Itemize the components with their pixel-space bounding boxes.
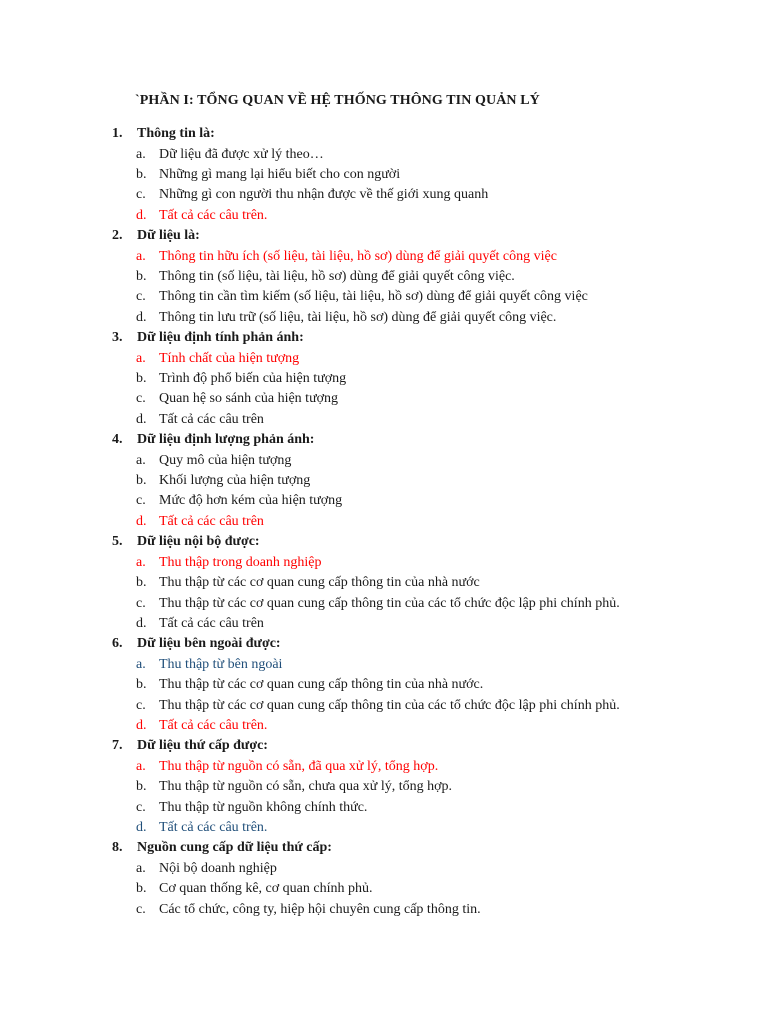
question-list [0, 124, 768, 920]
answer-option [0, 451, 768, 471]
option-text: Các tổ chức, công ty, hiệp hội chuyên cung cấp thông tin. [159, 901, 481, 917]
option-letter: d. [136, 411, 147, 427]
answer-option [0, 655, 768, 675]
question-heading [0, 838, 768, 859]
answer-option [0, 369, 768, 389]
option-letter: b. [136, 779, 147, 795]
option-text: Dữ liệu đã được xử lý theo… [159, 146, 324, 162]
answer-option [0, 573, 768, 593]
option-text: Tất cả các câu trên. [159, 207, 268, 223]
section-title: `PHẦN I: TỔNG QUAN VỀ HỆ THỐNG THÔNG TIN QUẢN LÝ [135, 93, 540, 108]
option-letter: c. [136, 289, 146, 305]
option-text: Thông tin (số liệu, tài liệu, hồ sơ) dùng để giải quyết công việc. [159, 268, 515, 284]
question-text: Nguồn cung cấp dữ liệu thứ cấp: [137, 840, 332, 856]
option-letter: c. [136, 187, 146, 203]
option-letter: d. [136, 207, 147, 223]
option-text: Thu thập từ các cơ quan cung cấp thông tin của các tổ chức độc lập phi chính phủ. [159, 595, 620, 611]
question-text: Thông tin là: [137, 126, 215, 141]
option-text: Khối lượng của hiện tượng [159, 473, 311, 489]
option-letter: c. [136, 391, 146, 407]
option-letter: d. [136, 615, 147, 631]
answer-option [0, 165, 768, 185]
question-number: 4. [112, 432, 123, 448]
option-text: Nội bộ doanh nghiệp [159, 860, 277, 876]
question-3 [0, 328, 768, 430]
question-number: 8. [112, 840, 123, 856]
question-number: 5. [112, 534, 123, 550]
option-text: Quy mô của hiện tượng [159, 452, 292, 468]
question-7 [0, 736, 768, 838]
option-text: Thu thập trong doanh nghiệp [159, 554, 322, 570]
question-text: Dữ liệu bên ngoài được: [137, 636, 281, 652]
answer-option [0, 349, 768, 369]
question-5 [0, 532, 768, 634]
question-heading [0, 634, 768, 655]
option-text: Thu thập từ nguồn không chính thức. [159, 799, 368, 815]
answer-option [0, 512, 768, 532]
question-number: 1. [112, 126, 123, 141]
question-2 [0, 226, 768, 328]
question-number: 2. [112, 228, 123, 244]
option-text: Thu thập từ các cơ quan cung cấp thông tin của nhà nước. [159, 677, 484, 693]
option-letter: b. [136, 473, 147, 489]
question-heading [0, 226, 768, 247]
option-letter: a. [136, 554, 146, 570]
option-text: Trình độ phổ biến của hiện tượng [159, 371, 347, 387]
option-letter: a. [136, 758, 146, 774]
option-letter: a. [136, 350, 146, 366]
answer-option [0, 757, 768, 777]
option-letter: c. [136, 697, 146, 713]
question-number: 6. [112, 636, 123, 652]
answer-option [0, 145, 768, 165]
answer-option [0, 410, 768, 430]
option-text: Tính chất của hiện tượng [159, 350, 300, 366]
answer-option [0, 553, 768, 573]
answer-option [0, 185, 768, 205]
option-letter: d. [136, 309, 147, 325]
option-letter: a. [136, 452, 146, 468]
option-text: Thu thập từ các cơ quan cung cấp thông tin của nhà nước [159, 575, 480, 591]
answer-option [0, 594, 768, 614]
answer-option [0, 471, 768, 491]
question-text: Dữ liệu nội bộ được: [137, 534, 260, 550]
option-letter: c. [136, 799, 146, 815]
answer-option [0, 716, 768, 736]
option-text: Mức độ hơn kém của hiện tượng [159, 493, 343, 509]
question-4 [0, 430, 768, 532]
option-text: Thu thập từ các cơ quan cung cấp thông tin của các tổ chức độc lập phi chính phủ. [159, 697, 620, 713]
option-letter: d. [136, 717, 147, 733]
option-text: Thu thập từ nguồn có sẵn, đã qua xử lý, tổng hợp. [159, 758, 439, 774]
option-letter: b. [136, 881, 147, 897]
answer-option [0, 675, 768, 695]
question-heading [0, 430, 768, 451]
option-letter: d. [136, 513, 147, 529]
question-heading [0, 328, 768, 349]
question-text: Dữ liệu thứ cấp được: [137, 738, 268, 754]
answer-option [0, 491, 768, 511]
option-letter: b. [136, 677, 147, 693]
option-text: Tất cả các câu trên [159, 513, 264, 529]
option-letter: d. [136, 820, 147, 836]
answer-option [0, 900, 768, 920]
answer-option [0, 798, 768, 818]
question-number: 7. [112, 738, 123, 754]
answer-option [0, 389, 768, 409]
option-text: Thông tin lưu trữ (số liệu, tài liệu, hồ sơ) dùng để giải quyết công việc. [159, 309, 557, 325]
option-letter: b. [136, 371, 147, 387]
option-letter: a. [136, 248, 146, 264]
option-text: Tất cả các câu trên [159, 411, 264, 427]
answer-option [0, 267, 768, 287]
option-letter: c. [136, 595, 146, 611]
option-text: Quan hệ so sánh của hiện tượng [159, 391, 339, 407]
answer-option [0, 308, 768, 328]
answer-option [0, 247, 768, 267]
answer-option [0, 614, 768, 634]
option-text: Thu thập từ bên ngoài [159, 656, 283, 672]
question-heading [0, 532, 768, 553]
question-heading [0, 736, 768, 757]
option-letter: a. [136, 860, 146, 876]
option-text: Những gì mang lại hiểu biết cho con người [159, 166, 401, 182]
question-heading [0, 124, 768, 145]
option-letter: a. [136, 656, 146, 672]
question-1 [0, 124, 768, 226]
option-letter: b. [136, 166, 147, 182]
question-6 [0, 634, 768, 736]
answer-option [0, 777, 768, 797]
question-number: 3. [112, 330, 123, 346]
option-text: Tất cả các câu trên [159, 615, 264, 631]
option-letter: b. [136, 575, 147, 591]
answer-option [0, 206, 768, 226]
answer-option [0, 859, 768, 879]
question-text: Dữ liệu là: [137, 228, 200, 244]
option-text: Tất cả các câu trên. [159, 820, 268, 836]
answer-option [0, 879, 768, 899]
answer-option [0, 696, 768, 716]
option-letter: b. [136, 268, 147, 284]
option-text: Cơ quan thống kê, cơ quan chính phủ. [159, 881, 373, 897]
answer-option [0, 818, 768, 838]
option-text: Tất cả các câu trên. [159, 717, 268, 733]
question-8 [0, 838, 768, 920]
option-letter: c. [136, 493, 146, 509]
option-text: Thông tin hữu ích (số liệu, tài liệu, hồ sơ) dùng để giải quyết công việc [159, 248, 557, 264]
option-text: Thông tin cần tìm kiếm (số liệu, tài liệu, hồ sơ) dùng để giải quyết công việc [159, 289, 588, 305]
option-text: Thu thập từ nguồn có sẵn, chưa qua xử lý, tổng hợp. [159, 779, 453, 795]
option-text: Những gì con người thu nhận được về thế giới xung quanh [159, 187, 489, 203]
question-text: Dữ liệu định tính phản ánh: [137, 330, 304, 346]
option-letter: a. [136, 146, 146, 162]
answer-option [0, 287, 768, 307]
option-letter: c. [136, 901, 146, 917]
question-text: Dữ liệu định lượng phản ánh: [137, 432, 315, 448]
